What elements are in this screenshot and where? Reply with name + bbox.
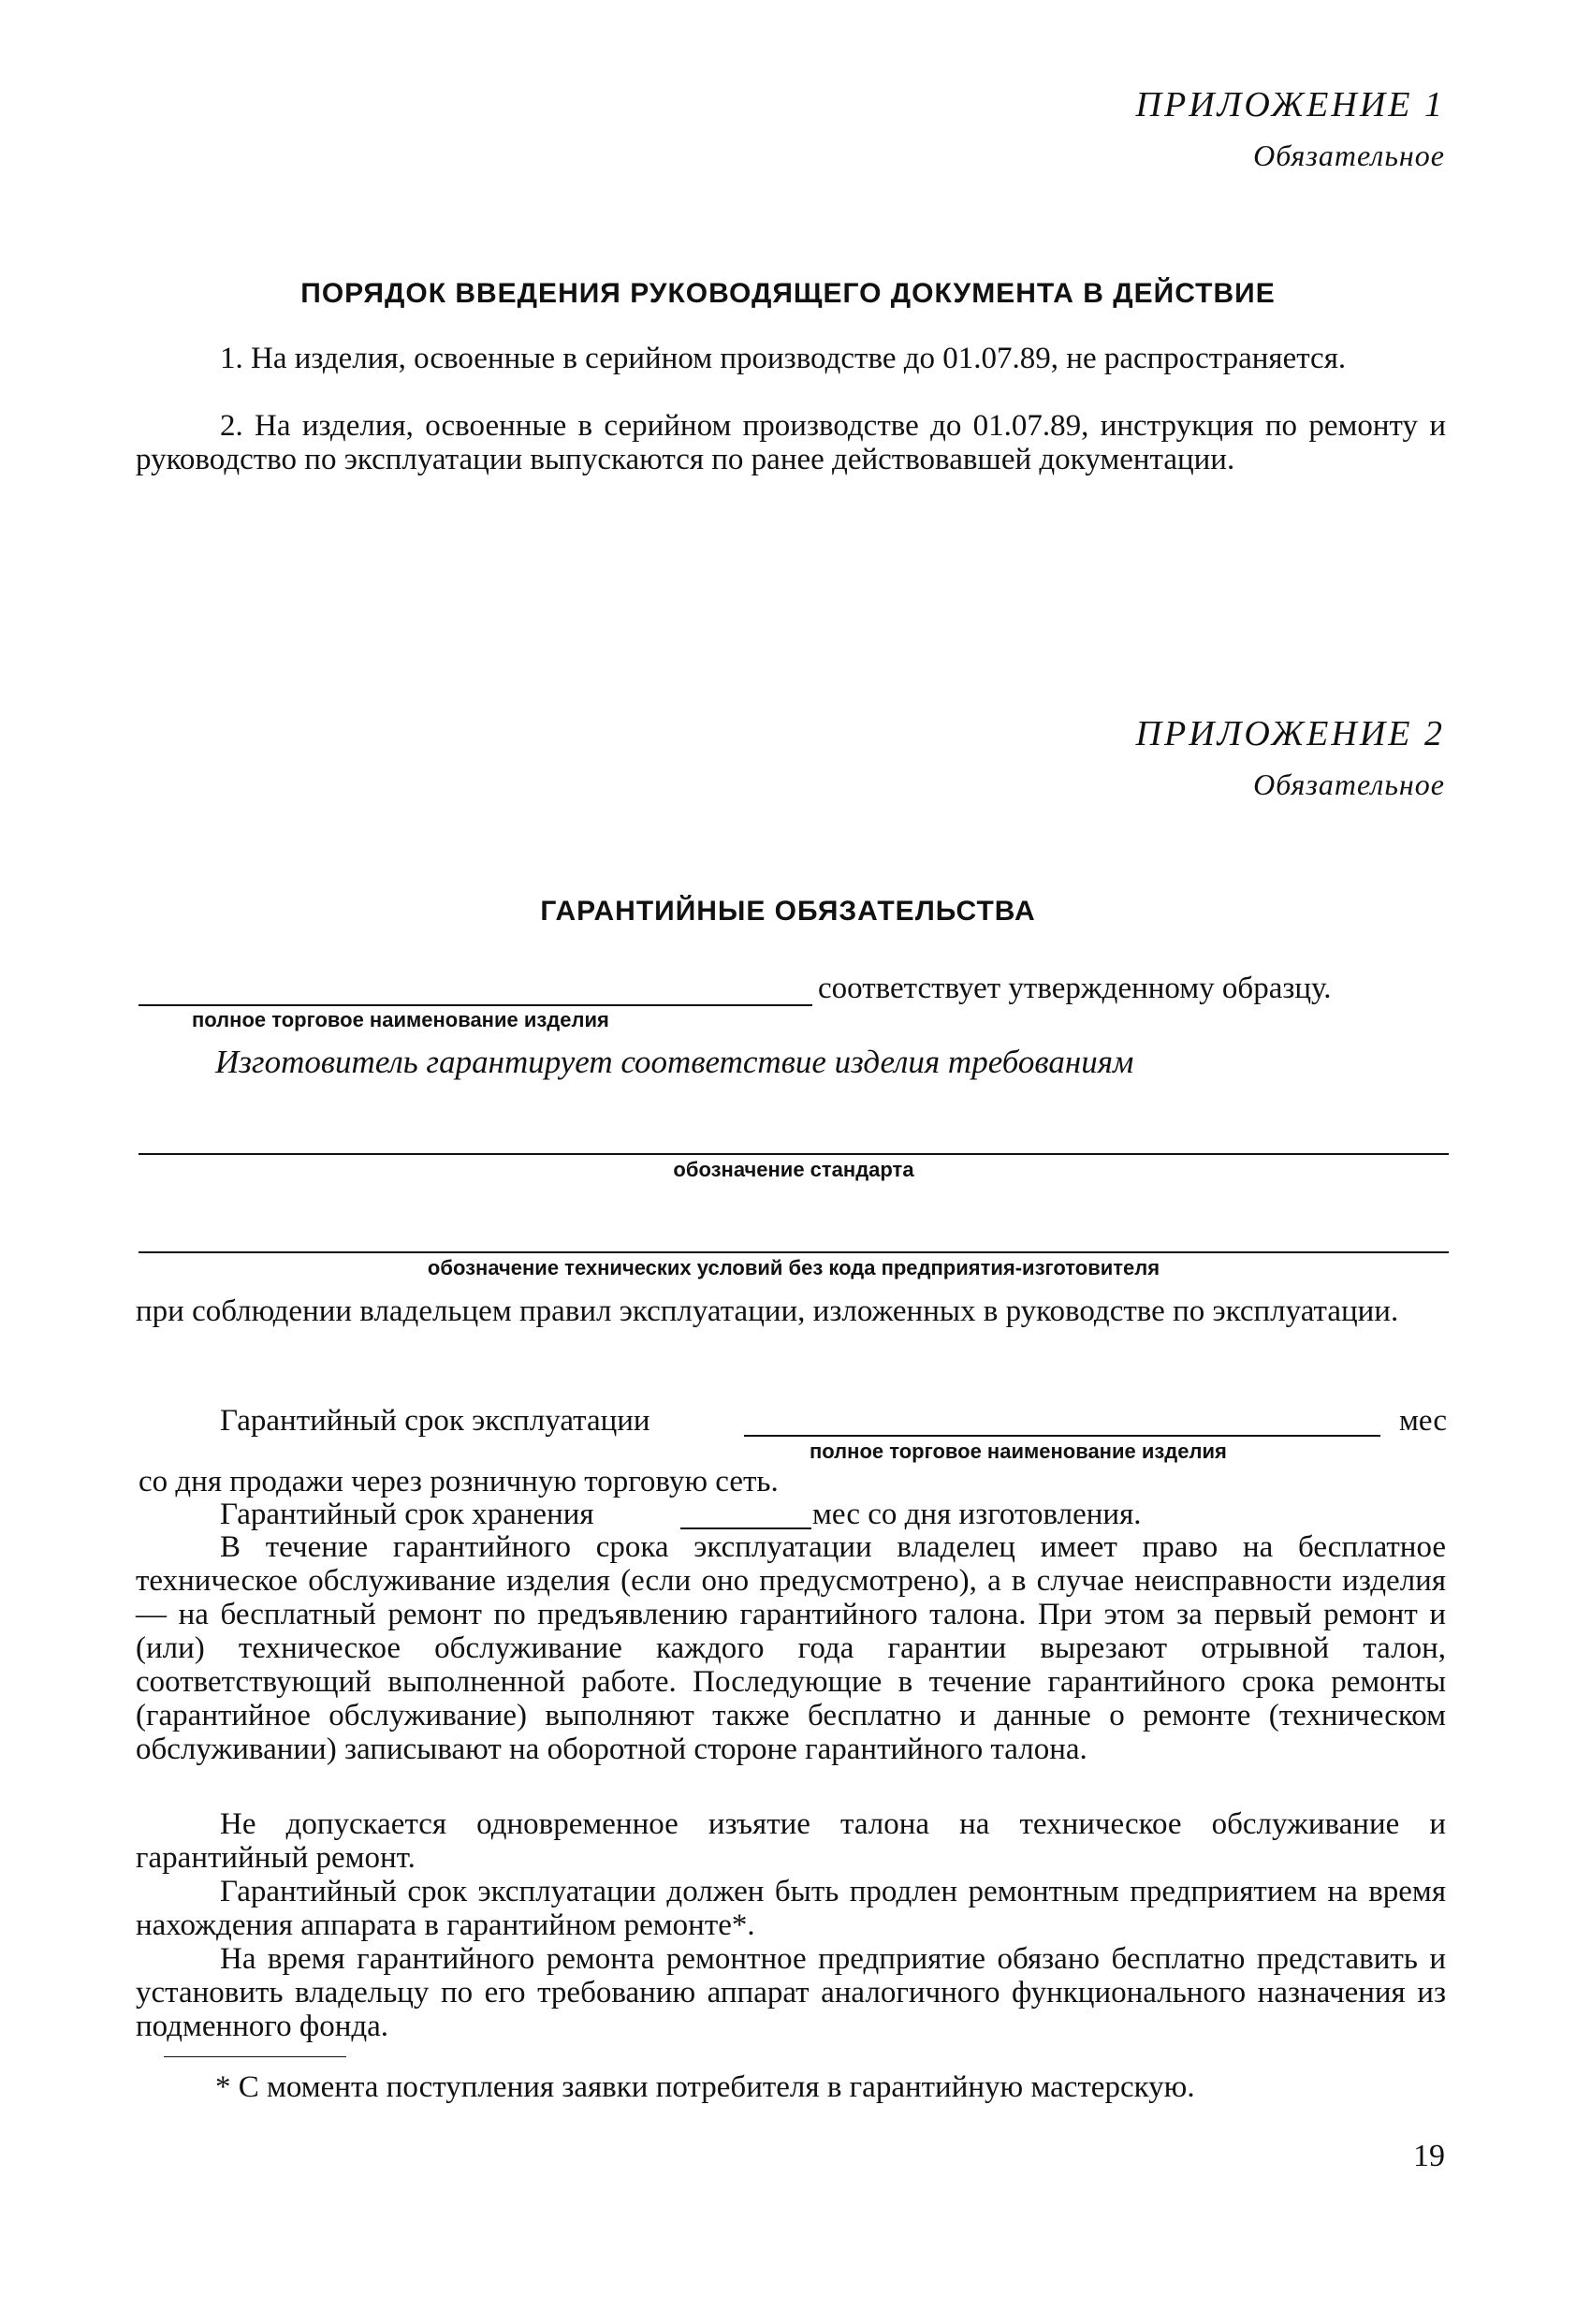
manufacturer-guarantees-text: Изготовитель гарантирует соответствие изделия требованиям — [215, 1044, 1134, 1080]
para-extension: Гарантийный срок эксплуатации должен быть продлен ремонтным предприятием на время нахождения аппарата в гарантийном ремонте*. — [136, 1875, 1446, 1942]
standard-blank — [139, 1153, 1449, 1155]
from-sale-text: со дня продажи через розничную торговую сеть. — [139, 1465, 779, 1498]
warranty-storage-blank — [680, 1527, 811, 1529]
appendix-1-item-2: 2. На изделия, освоенные в серийном производстве до 01.07.89, инструкция по ремонту и руководство по эксплуатации выпускаются по ранее действовавшей документации. — [136, 409, 1446, 476]
para-replacement: На время гарантийного ремонта ремонтное предприятие обязано бесплатно представить и установить владельцу по его требованию аппарат аналогичного функционального назначения из подменного фонда. — [136, 1942, 1446, 2043]
page-number: 19 — [1413, 2139, 1445, 2173]
appendix-2-heading: ГАРАНТИЙНЫЕ ОБЯЗАТЕЛЬСТВА — [540, 896, 1036, 927]
warranty-operation-label: Гарантийный срок эксплуатации — [220, 1404, 650, 1438]
caption-product-name: полное торговое наименование изделия — [192, 1008, 609, 1031]
product-name-blank — [139, 1004, 812, 1006]
warranty-storage-label: Гарантийный срок хранения — [220, 1498, 594, 1531]
para-owner-rights: В течение гарантийного срока эксплуатации владелец имеет право на бесплатное техническое обслуживание изделия (если оно предусмотрено), а в случае неисправности изделия — на бесплатный ремонт по предъявлению гарантийного талона. При этом за первый ремонт и (или) техническое обслуживание каждого года гарантии вырезают отрывной талон, соответствующий выполненной работе. Последующие в течение гарантийного срока ремонты (гарантийное обслуживание) выполняют также бесплатно и данные о ремонте (техническом обслуживании) записывают на оборотной стороне гарантийного талона. — [136, 1530, 1446, 1766]
footnote-separator — [164, 2056, 346, 2057]
appendix-1-title: ПРИЛОЖЕНИЕ 1 — [1135, 85, 1445, 124]
conforms-text: соответствует утвержденному образцу. — [818, 972, 1332, 1005]
warranty-operation-blank — [744, 1435, 1380, 1437]
appendix-2-subtitle: Обязательное — [1253, 767, 1445, 801]
unit-months: мес — [1399, 1404, 1447, 1438]
caption-spec: обозначение технических условий без кода предприятия-изготовителя — [427, 1256, 1160, 1279]
compliance-text: при соблюдении владельцем правил эксплуатации, изложенных в руководстве по эксплуатации. — [136, 1294, 1399, 1328]
appendix-1-item-1: 1. На изделия, освоенные в серийном производстве до 01.07.89, не распространяется. — [220, 342, 1347, 375]
footnote: * С момента поступления заявки потребителя в гарантийную мастерскую. — [215, 2070, 1195, 2104]
spec-blank — [139, 1251, 1449, 1253]
para-not-allowed: Не допускается одновременное изъятие талона на техническое обслуживание и гарантийный ремонт. — [136, 1807, 1446, 1875]
caption-product-name-2: полное торговое наименование изделия — [810, 1440, 1227, 1463]
appendix-1-subtitle: Обязательное — [1253, 139, 1445, 172]
appendix-1-heading: ПОРЯДОК ВВЕДЕНИЯ РУКОВОДЯЩЕГО ДОКУМЕНТА В ДЕЙСТВИЕ — [300, 278, 1276, 309]
storage-suffix: мес со дня изготовления. — [812, 1498, 1142, 1531]
caption-standard: обозначение стандарта — [673, 1158, 914, 1181]
appendix-2-title: ПРИЛОЖЕНИЕ 2 — [1135, 714, 1445, 753]
